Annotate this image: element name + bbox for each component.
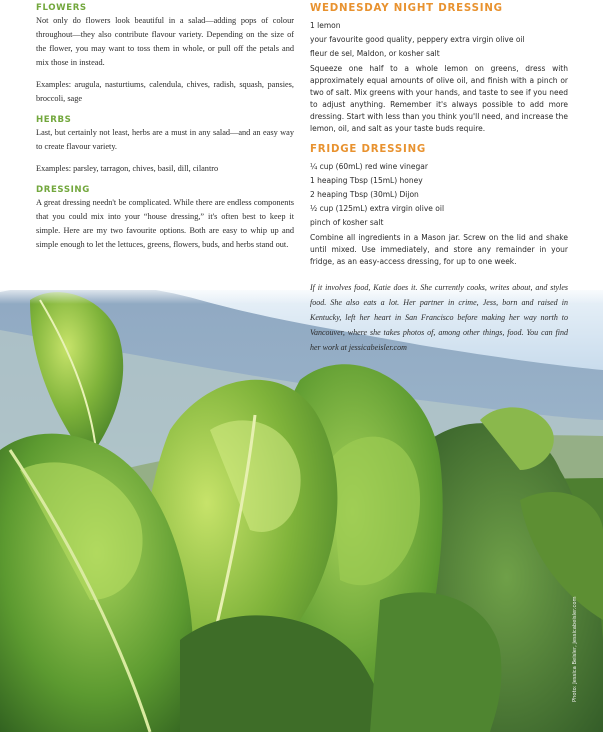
- ingredient-line: 2 heaping Tbsp (30mL) Dijon: [310, 190, 419, 199]
- author-bio: If it involves food, Katie does it. She currently cooks, writes about, and styles food. She also eats a lot. Her partner in crime, Jess, born and raised in Kentucky, left her heart in San Francisco before making her way north to Vancouver, where she takes photos of, among other things, food. You can find her work at jessicabeisler.com: [310, 283, 568, 352]
- dressing-body: A great dressing needn't be complicated. While there are endless components that you could mix into your “house dressing,” it's often best to keep it simple. Here are my two favourite options. Both are easy to whip up and simple enough to let the lettuces, greens, flowers, buds, and herbs stand out.: [36, 198, 294, 249]
- ingredient-line: ¼ cup (60mL) red wine vinegar: [310, 162, 428, 171]
- ingredient-line: 1 lemon: [310, 21, 341, 30]
- fridge-dressing-heading: FRIDGE DRESSING: [310, 144, 427, 155]
- ingredient-line: fleur de sel, Maldon, or kosher salt: [310, 49, 440, 58]
- wednesday-dressing-heading: WEDNESDAY NIGHT DRESSING: [310, 3, 503, 14]
- ingredient-line: pinch of kosher salt: [310, 218, 384, 227]
- herbs-heading: HERBS: [36, 115, 72, 125]
- herbs-body: Last, but certainly not least, herbs are a must in any salad—and an easy way to create flavour variety.: [36, 128, 294, 151]
- photo-credit: Photo: Jessica Beisler, jessicabeisler.com: [572, 596, 578, 702]
- dressing-heading: DRESSING: [36, 185, 90, 195]
- right-column: [310, 2, 568, 355]
- ingredient-line: your favourite good quality, peppery extra virgin olive oil: [310, 35, 525, 44]
- flowers-heading: FLOWERS: [36, 3, 87, 13]
- left-column: [36, 2, 294, 260]
- ingredient-line: ½ cup (125mL) extra virgin olive oil: [310, 204, 445, 213]
- fridge-method: Combine all ingredients in a Mason jar. Screw on the lid and shake until mixed. Use immediately, and store any remainder in your fridge, as an easy-access dressing, for up to one week.: [310, 233, 568, 266]
- flowers-examples: Examples: arugula, nasturtiums, calendula, chives, radish, squash, pansies, broccoli, sage: [36, 80, 294, 103]
- ingredient-line: 1 heaping Tbsp (15mL) honey: [310, 176, 423, 185]
- flowers-body: Not only do flowers look beautiful in a salad—adding pops of colour throughout—they also contribute flavour variety. Depending on the size of the flower, you may want to toss them in whole, or pull off the petals and mix those in instead.: [36, 16, 294, 67]
- wednesday-method: Squeeze one half to a whole lemon on greens, dress with approximately equal amounts of olive oil, and finish with a pinch or two of salt. Mix greens with your hands, and taste to see if you need to adjust anything. Remember it's always possible to add more dressing. Start with less than you think you'll need, and increase the lemon, oil, and salt as your taste buds require.: [310, 64, 568, 133]
- herbs-examples: Examples: parsley, tarragon, chives, basil, dill, cilantro: [36, 164, 219, 173]
